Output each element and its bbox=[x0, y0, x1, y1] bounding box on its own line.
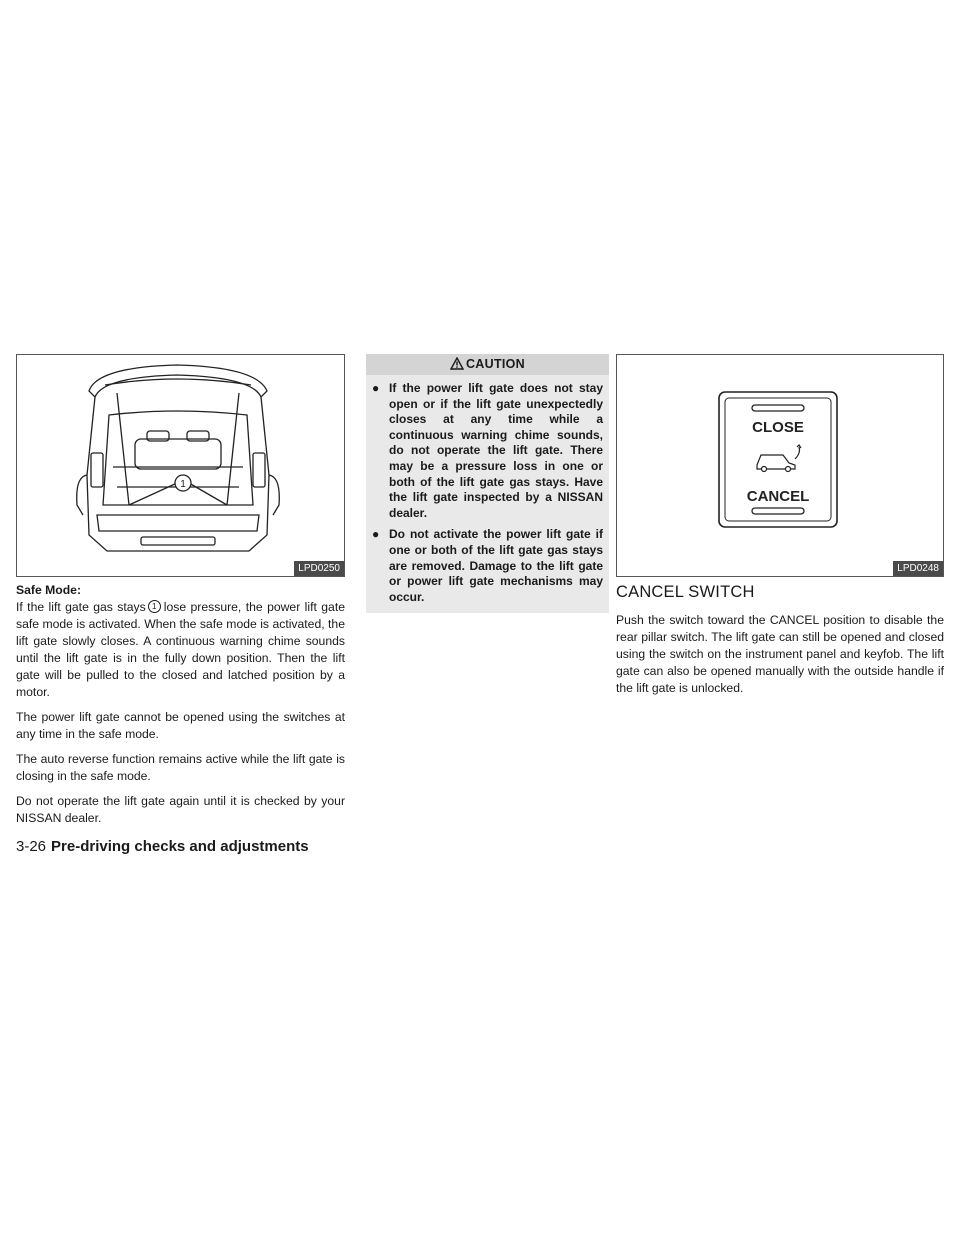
page-number: 3-26 bbox=[16, 838, 47, 855]
safe-mode-section bbox=[16, 582, 345, 835]
bullet-icon: ● bbox=[372, 527, 380, 542]
figure-lift-gate-open bbox=[16, 354, 345, 577]
caution-list bbox=[366, 375, 609, 613]
safe-mode-paragraph-3: The auto reverse function remains active while the lift gate is closing in the safe mode. bbox=[16, 752, 345, 783]
caution-box bbox=[366, 354, 609, 613]
caution-item-text: If the power lift gate does not stay open or if the lift gate unexpectedly closes at any time while a continuous warning chime sounds, do not operate the lift gate. There may be a pressure loss in one or both of the lift gate gas stays. Have the lift gate inspected by a NISSAN dealer. bbox=[389, 381, 603, 520]
warning-triangle-icon bbox=[450, 357, 464, 370]
safe-mode-paragraph-1 bbox=[16, 599, 345, 701]
figure-code: LPD0250 bbox=[294, 561, 344, 576]
callout-1-marker: 1 bbox=[148, 600, 161, 613]
para1-text-a: If the lift gate gas stays bbox=[16, 600, 146, 614]
switch-close-label: CLOSE bbox=[752, 419, 804, 436]
caution-title: CAUTION bbox=[465, 357, 526, 371]
safe-mode-heading: Safe Mode: bbox=[16, 583, 82, 597]
page-footer bbox=[16, 838, 309, 855]
caution-item bbox=[372, 381, 603, 521]
bullet-icon: ● bbox=[372, 381, 380, 395]
safe-mode-paragraph-4: Do not operate the lift gate again until it is checked by your NISSAN dealer. bbox=[16, 794, 345, 825]
safe-mode-paragraph-2: The power lift gate cannot be opened using the switches at any time in the safe mode. bbox=[16, 710, 345, 741]
caution-item-text: Do not activate the power lift gate if one or both of the lift gate gas stays are removed. Damage to the lift gate or power lift gate mechanisms may occur. bbox=[389, 527, 603, 604]
caution-header bbox=[366, 354, 609, 375]
cancel-switch-title: CANCEL SWITCH bbox=[616, 583, 755, 601]
para1-text-b: lose pressure, the power lift gate safe mode is activated. When the safe mode is activated, the lift gate slowly closes. A continuous warning chime sounds until the lift gate is in the fully down position. Then the lift gate will be pulled to the closed and latched position by a motor. bbox=[16, 600, 345, 699]
switch-cancel-label: CANCEL bbox=[746, 488, 810, 505]
switch-illustration bbox=[617, 355, 943, 576]
figure-code: LPD0248 bbox=[893, 561, 943, 576]
cancel-switch-body: Push the switch toward the CANCEL position to disable the rear pillar switch. The lift gate can still be opened and closed using the switch on the instrument panel and keyfob. The lift gate can also be opened manually with the outside handle if the lift gate is unlocked. bbox=[616, 613, 944, 695]
chapter-title: Pre-driving checks and adjustments bbox=[51, 838, 309, 855]
caution-item bbox=[372, 527, 603, 605]
figure-cancel-switch bbox=[616, 354, 944, 577]
callout-1-label: 1 bbox=[180, 479, 186, 490]
vehicle-rear-illustration bbox=[17, 355, 344, 576]
